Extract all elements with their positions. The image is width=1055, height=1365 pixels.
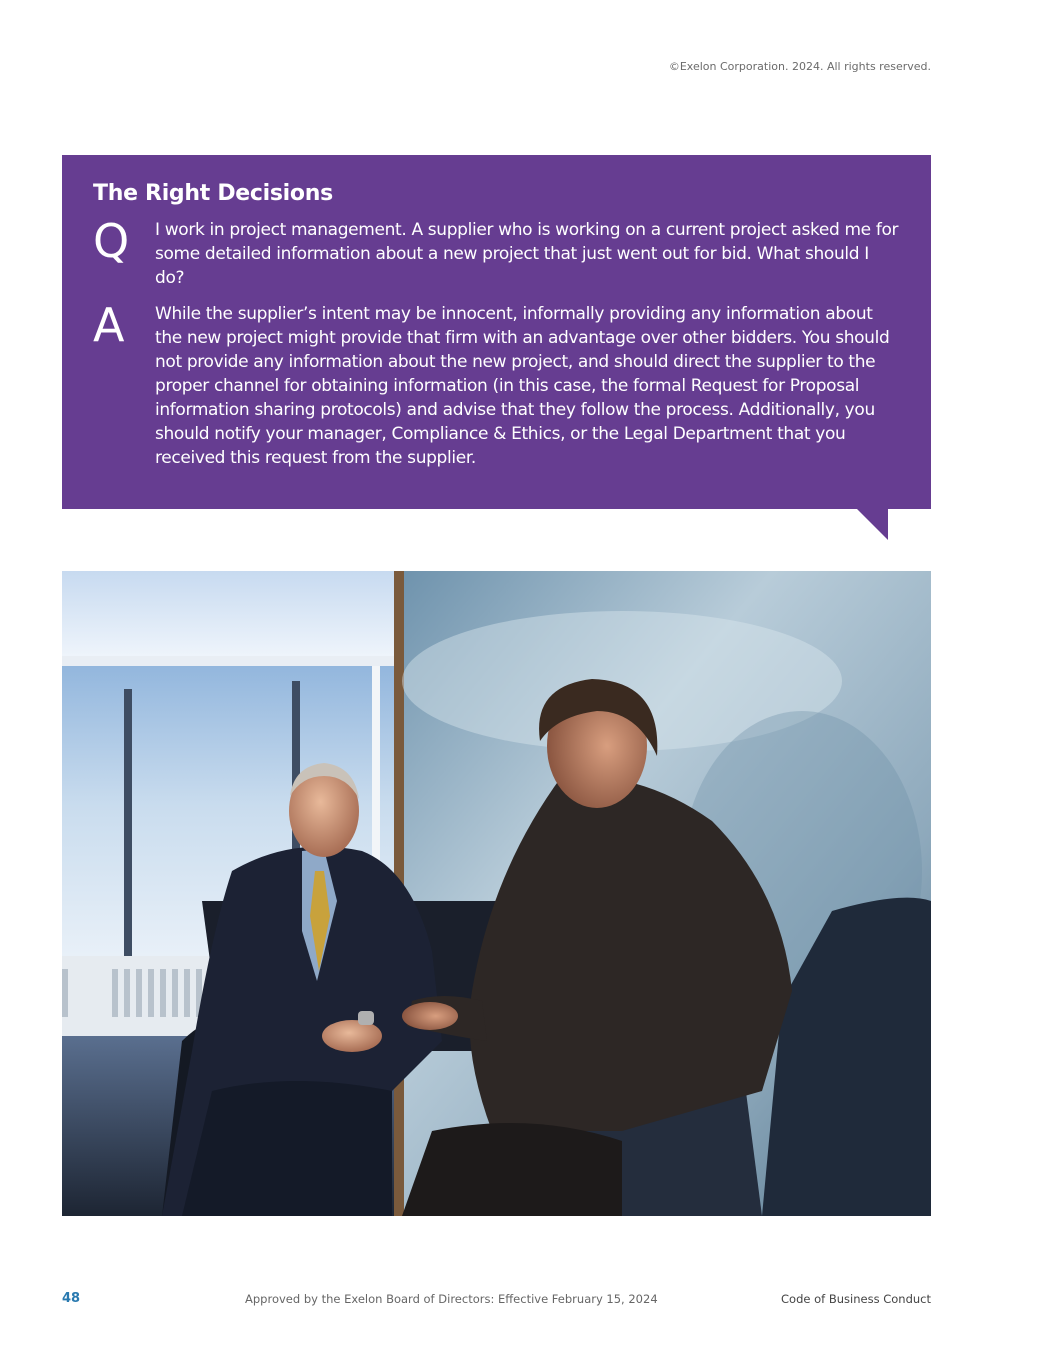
qa-title: The Right Decisions <box>93 181 333 206</box>
question-letter: Q <box>93 214 130 268</box>
answer-letter: A <box>93 298 125 352</box>
callout-tail <box>857 509 888 540</box>
copyright-notice: ©Exelon Corporation. 2024. All rights reserved. <box>668 60 931 73</box>
answer-row <box>93 298 903 470</box>
meeting-photo-illustration <box>62 571 931 1216</box>
meeting-photo <box>62 571 931 1216</box>
answer-text: While the supplier’s intent may be innocent, informally providing any information about the new project might provide that firm with an advantage over other bidders. You should not provide any information about the new project, and should direct the supplier to the proper channel for obtaining information (in this case, the formal Request for Proposal information sharing protocols) and advise that they follow the process. Additionally, you should notify your manager, Compliance & Ethics, or the Legal Department that you received this request from the supplier. <box>155 304 890 468</box>
question-text: I work in project management. A supplier who is working on a current project asked me for some detailed information about a new project that just went out for bid. What should I do? <box>155 220 899 288</box>
approval-note: Approved by the Exelon Board of Directors: Effective February 15, 2024 <box>245 1292 658 1306</box>
qa-callout-box <box>62 155 931 509</box>
page-number: 48 <box>62 1291 81 1306</box>
document-title: Code of Business Conduct <box>781 1292 931 1306</box>
question-row <box>93 214 903 290</box>
